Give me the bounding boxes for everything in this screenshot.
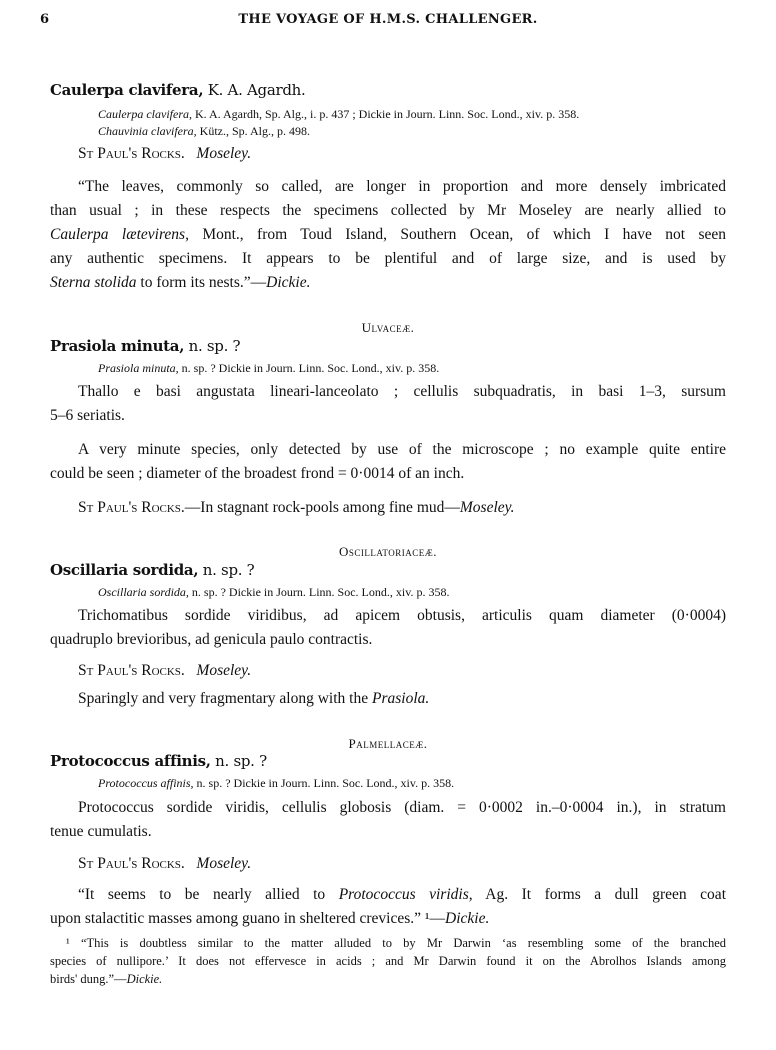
- taxon: Protococcus viridis,: [338, 886, 473, 903]
- locality-name: St Paul's Rocks.: [78, 855, 185, 872]
- paragraph-line: 5–6 seriatis.: [50, 407, 125, 424]
- species-author: n. sp. ?: [184, 337, 241, 355]
- synonym-name: Oscillaria sordida,: [98, 585, 189, 599]
- habitat: —In stagnant rock-pools among fine mud—: [184, 499, 460, 516]
- synonym-ref: K. A. Agardh, Sp. Alg., i. p. 437 ; Dickie in Journ. Linn. Soc. Lond., xiv. p. 358.: [191, 107, 580, 121]
- species-heading-oscillaria: [50, 560, 726, 580]
- text: Sparingly and very fragmentary along with the: [78, 690, 372, 707]
- paragraph-line: [78, 689, 726, 709]
- species-author: n. sp. ?: [210, 752, 267, 770]
- synonym-ref: n. sp. ? Dickie in Journ. Linn. Soc. Lond., xiv. p. 358.: [188, 585, 450, 599]
- synonym-line: [98, 582, 726, 602]
- species-heading-prasiola: [50, 336, 726, 356]
- species-name: Caulerpa clavifera,: [50, 81, 204, 99]
- synonym-name: Prasiola minuta,: [98, 361, 179, 375]
- synonym-line: [98, 358, 726, 378]
- author: Dickie.: [266, 274, 311, 291]
- synonym-name: Protococcus affinis,: [98, 776, 194, 790]
- paragraph-line: “The leaves, commonly so called, are longer in proportion and more densely imbricated: [78, 178, 726, 195]
- text: to form its nests.”—: [136, 274, 267, 291]
- page-number: 6: [40, 12, 50, 27]
- footnote-line: species of nullipore.’ It does not effervesce in acids ; and Mr Darwin found it on the Abrolhos Islands among: [50, 954, 726, 968]
- locality: [78, 144, 726, 164]
- collector: Moseley.: [196, 145, 252, 162]
- species-name: Oscillaria sordida,: [50, 561, 199, 579]
- paragraph-line: tenue cumulatis.: [50, 823, 152, 840]
- locality-name: St Paul's Rocks.: [78, 499, 185, 516]
- author: Dickie.: [126, 972, 163, 986]
- paragraph-line: any authentic specimens. It appears to be plentiful and of large size, and is used by: [50, 250, 726, 267]
- species-name: Prasiola minuta,: [50, 337, 185, 355]
- paragraph-line: could be seen ; diameter of the broadest frond = 0·0014 of an inch.: [50, 465, 465, 482]
- paragraph-line: Trichomatibus sordide viridibus, ad apicem obtusis, articulis quam diameter (0·0004): [78, 607, 726, 624]
- species-author: n. sp. ?: [198, 561, 255, 579]
- synonym-ref: n. sp. ? Dickie in Journ. Linn. Soc. Lond., xiv. p. 358.: [178, 361, 440, 375]
- collector: Moseley.: [459, 499, 515, 516]
- text: Ag. It forms a dull green coat: [472, 886, 726, 903]
- paragraph-line: A very minute species, only detected by use of the microscope ; no example quite entire: [78, 441, 726, 458]
- locality: [78, 661, 726, 681]
- locality: [78, 854, 726, 874]
- synonym-name: Chauvinia clavifera,: [98, 124, 197, 138]
- taxon: Prasiola.: [372, 690, 430, 707]
- author: Dickie.: [445, 910, 490, 927]
- species-name: Protococcus affinis,: [50, 752, 211, 770]
- paragraph-line: [50, 273, 726, 293]
- family-heading: Ulvaceæ.: [361, 320, 415, 335]
- paragraph-line: Protococcus sordide viridis, cellulis globosis (diam. = 0·0002 in.–0·0004 in.), in stratum: [78, 799, 726, 816]
- species-heading-caulerpa: [50, 80, 726, 100]
- text: birds' dung.”—: [50, 972, 127, 986]
- paragraph-line: than usual ; in these respects the specimens collected by Mr Moseley are nearly allied to: [50, 202, 726, 219]
- family-heading: Oscillatoriaceæ.: [339, 544, 437, 559]
- paragraph-line: [78, 885, 726, 905]
- footnote-line: ¹ “This is doubtless similar to the matter alluded to by Mr Darwin ‘as resembling some of the branched: [66, 936, 726, 950]
- text: “It seems to be nearly allied to: [78, 886, 339, 903]
- paragraph-line: [50, 909, 726, 929]
- running-title: THE VOYAGE OF H.M.S. CHALLENGER.: [238, 12, 538, 27]
- locality: [78, 498, 726, 518]
- text: Mont., from Toud Island, Southern Ocean, of which I have not seen: [188, 226, 726, 243]
- text: upon stalactitic masses among guano in sheltered crevices.” ¹—: [50, 910, 446, 927]
- family-heading: Palmellaceæ.: [348, 736, 428, 751]
- locality-name: St Paul's Rocks.: [78, 662, 185, 679]
- collector: Moseley.: [196, 855, 252, 872]
- taxon: Sterna stolida: [50, 274, 137, 291]
- synonym-line: [98, 121, 726, 141]
- synonym-name: Caulerpa clavifera,: [98, 107, 192, 121]
- species-author: K. A. Agardh.: [203, 81, 306, 99]
- synonym-ref: Kütz., Sp. Alg., p. 498.: [196, 124, 310, 138]
- taxon: Caulerpa lætevirens,: [50, 226, 189, 243]
- species-heading-protococcus: [50, 751, 726, 771]
- footnote-line: [50, 969, 726, 989]
- paragraph-line: Thallo e basi angustata lineari-lanceolato ; cellulis subquadratis, in basi 1–3, sursum: [78, 383, 726, 400]
- paragraph-line: quadruplo brevioribus, ad genicula paulo contractis.: [50, 631, 373, 648]
- synonym-ref: n. sp. ? Dickie in Journ. Linn. Soc. Lond., xiv. p. 358.: [193, 776, 455, 790]
- paragraph-line: [50, 225, 726, 245]
- collector: Moseley.: [196, 662, 252, 679]
- locality-name: St Paul's Rocks.: [78, 145, 185, 162]
- synonym-line: [98, 773, 726, 793]
